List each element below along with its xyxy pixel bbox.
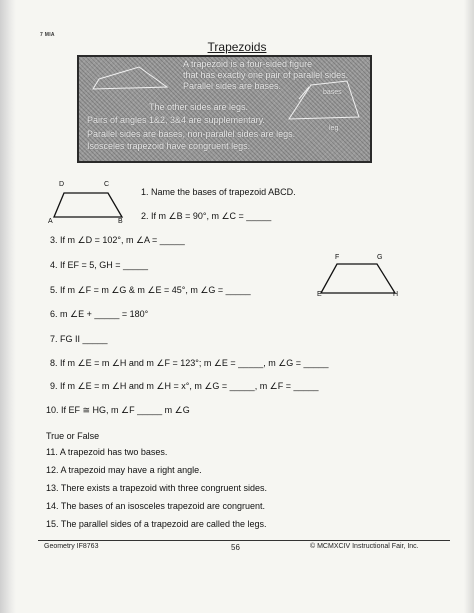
vertex-label-h: H [393, 291, 399, 298]
question-5: 5. If m ∠F = m ∠G & m ∠E = 45°, m ∠G = _____ [50, 285, 251, 295]
info-line-5: Pairs of angles 1&2, 3&4 are supplementary. [87, 115, 265, 125]
vertex-label-c: C [104, 181, 110, 188]
label-leg: leg [329, 125, 339, 132]
tf-item-14: 14. The bases of an isosceles trapezoid are congruent. [46, 501, 265, 511]
question-2: 2. If m ∠B = 90°, m ∠C = _____ [141, 211, 272, 221]
true-false-heading: True or False [46, 431, 100, 441]
question-7: 7. FG II _____ [50, 334, 108, 344]
question-10: 10. If EF ≅ HG, m ∠F _____ m ∠G [46, 405, 190, 415]
tf-item-11: 11. A trapezoid has two bases. [46, 447, 168, 457]
footer-rule [38, 540, 450, 541]
info-line-7: Isosceles trapezoid have congruent legs. [87, 141, 251, 151]
vertex-label-b: B [118, 218, 123, 225]
vertex-label-g: G [377, 254, 383, 261]
trapezoid-efgh-figure [315, 255, 405, 300]
question-9: 9. If m ∠E = m ∠H and m ∠H = x°, m ∠G = _____, m ∠F = _____ [50, 381, 319, 391]
info-line-6: Parallel sides are bases, non-parallel sides are legs. [87, 129, 296, 139]
question-8: 8. If m ∠E = m ∠H and m ∠F = 123°; m ∠E = _____, m ∠G = _____ [50, 358, 329, 368]
footer-copyright: © MCMXCIV Instructional Fair, Inc. [310, 543, 419, 550]
vertex-label-a: A [48, 218, 53, 225]
footer-left: Geometry IF8763 [44, 543, 99, 550]
info-line-1: A trapezoid is a four-sided figure [183, 59, 313, 69]
tf-item-15: 15. The parallel sides of a trapezoid are called the legs. [46, 519, 267, 529]
definition-box [77, 55, 372, 163]
scan-shadow-left [0, 0, 16, 613]
footer-page-number: 56 [231, 543, 240, 552]
info-line-2: that has exactly one pair of parallel sides. [183, 70, 349, 80]
publisher-logo: 7 MIA [40, 32, 55, 38]
question-6: 6. m ∠E + _____ = 180° [50, 309, 149, 319]
question-4: 4. If EF = 5, GH = _____ [50, 260, 149, 270]
vertex-label-f: F [335, 254, 340, 261]
tf-item-12: 12. A trapezoid may have a right angle. [46, 465, 202, 475]
page-title: Trapezoids [207, 40, 267, 54]
vertex-label-e: E [317, 291, 322, 298]
label-bases: bases [323, 89, 342, 96]
info-line-4: The other sides are legs. [149, 102, 249, 112]
vertex-label-d: D [59, 181, 65, 188]
info-line-3: Parallel sides are bases. [183, 81, 282, 91]
question-1: 1. Name the bases of trapezoid ABCD. [141, 187, 296, 197]
tf-item-13: 13. There exists a trapezoid with three congruent sides. [46, 483, 267, 493]
question-3: 3. If m ∠D = 102°, m ∠A = _____ [50, 235, 185, 245]
scan-shadow-right [464, 0, 474, 613]
example-trapezoid-left [93, 67, 167, 89]
